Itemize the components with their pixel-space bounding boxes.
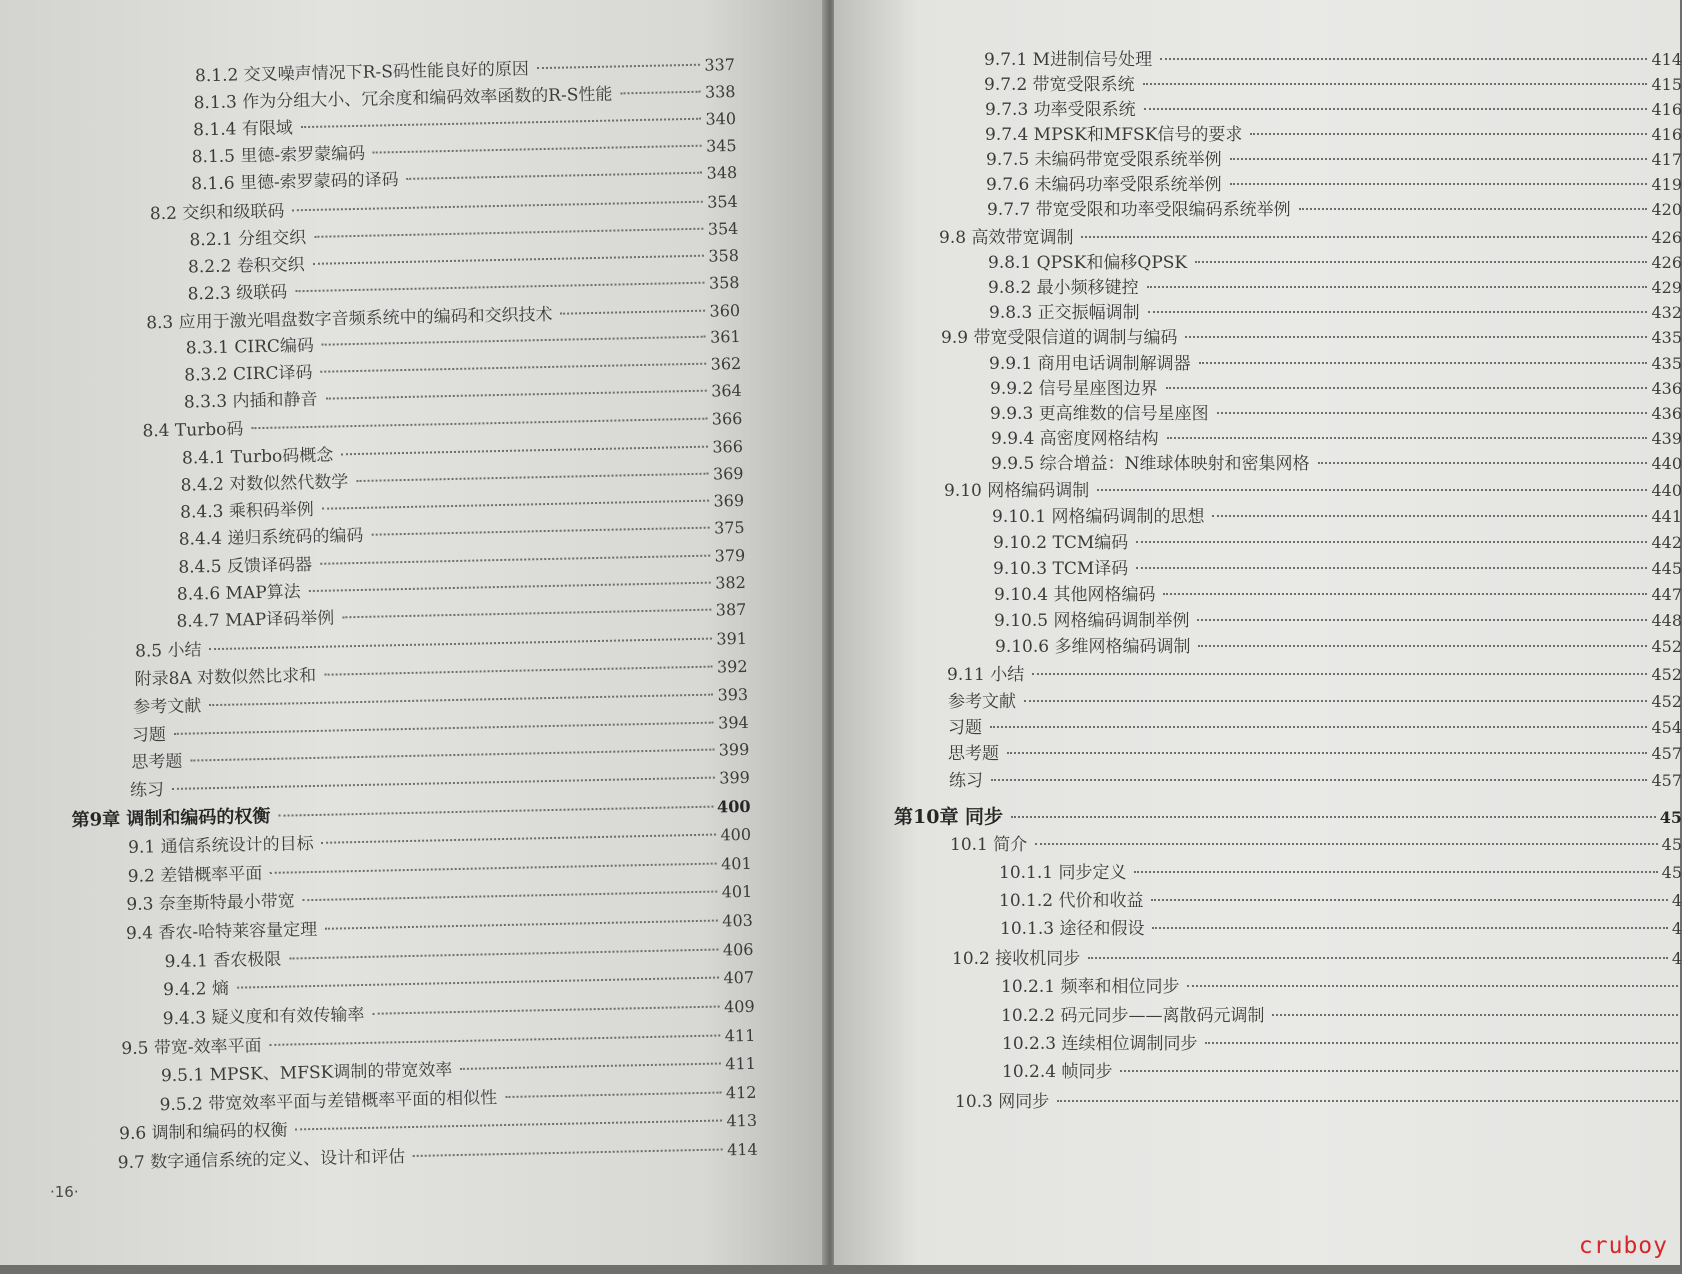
dot-leader xyxy=(322,500,710,510)
toc-entry-page-number: 447 xyxy=(1651,585,1682,604)
toc-entry-title: 8.4.5 反馈译码器 xyxy=(178,554,313,578)
toc-entry-title: 9.5 带宽-效率平面 xyxy=(121,1036,262,1060)
toc-entry-page-number: 401 xyxy=(720,853,752,874)
toc-entry-page-number: 419 xyxy=(1651,175,1682,194)
toc-entry-title: 9.8 高效带宽调制 xyxy=(939,228,1074,248)
dot-leader xyxy=(320,555,711,565)
toc-entry-page-number: 429 xyxy=(1651,278,1682,297)
toc-entry-title: 9.8.1 QPSK和偏移QPSK xyxy=(988,253,1188,273)
toc-entry-page-number: 375 xyxy=(713,517,745,538)
toc-entry-title: 9.7.1 M进制信号处理 xyxy=(984,50,1153,70)
toc-entry-page-number: 452 xyxy=(1651,637,1682,656)
toc-entry-page-number: 454 xyxy=(1651,718,1682,737)
toc-entry-page-number: 4 xyxy=(1671,949,1682,968)
toc-entry-page-number: 452 xyxy=(1651,665,1682,684)
dot-leader xyxy=(314,228,704,238)
toc-entry-title: 9.10 网格编码调制 xyxy=(944,481,1090,501)
toc-entry-page-number: 358 xyxy=(708,245,740,266)
toc-entry-title: 8.4.2 对数似然代数学 xyxy=(180,472,349,496)
watermark-text: cruboy xyxy=(1578,1233,1668,1259)
dot-leader xyxy=(407,172,703,180)
toc-entry-title: 9.9 带宽受限信道的调制与编码 xyxy=(941,328,1178,348)
dot-leader xyxy=(325,390,707,400)
toc-entry-title: 10.1 简介 xyxy=(950,835,1028,855)
dot-leader xyxy=(303,891,718,902)
dot-leader xyxy=(1217,412,1648,414)
toc-entry-title: 8.1.3 作为分组大小、冗余度和编码效率函数的R-S性能 xyxy=(193,84,613,114)
dot-leader xyxy=(1160,58,1647,60)
toc-entry-title: 9.3 奈奎斯特最小带宽 xyxy=(126,891,296,915)
toc-entry-title: 9.9.3 更高维数的信号星座图 xyxy=(990,404,1209,424)
toc-entry-page-number: 391 xyxy=(716,628,748,649)
toc-entry-title: 9.7 数字通信系统的定义、设计和评估 xyxy=(117,1147,406,1174)
toc-entry-page-number: 442 xyxy=(1651,533,1682,552)
toc-entry-page-number: 360 xyxy=(709,300,741,321)
toc-entry-page-number: 348 xyxy=(706,162,738,183)
dot-leader xyxy=(1250,133,1647,135)
toc-entry xyxy=(1001,1002,1682,1030)
dot-leader xyxy=(237,977,720,989)
toc-entry-title: 8.1.2 交叉噪声情况下R-S码性能良好的原因 xyxy=(194,59,530,87)
toc-entry xyxy=(948,688,1682,716)
toc-entry-title: 9.7.7 带宽受限和功率受限编码系统举例 xyxy=(987,200,1291,220)
dot-leader xyxy=(1136,567,1647,569)
toc-entry-title: 8.4.1 Turbo码概念 xyxy=(181,445,334,469)
toc-entry-title: 9.8.3 正交振幅调制 xyxy=(989,303,1140,323)
toc-entry-title: 8.1.5 里德-索罗蒙编码 xyxy=(191,143,366,168)
toc-entry-title: 9.7.6 未编码功率受限系统举例 xyxy=(986,175,1222,195)
dot-leader xyxy=(1195,261,1647,263)
toc-entry-page-number: 337 xyxy=(704,54,736,75)
toc-entry-page-number: 45 xyxy=(1661,863,1682,882)
toc-entry-title: 8.2.1 分组交织 xyxy=(189,228,307,251)
toc-entry-title: 10.2 接收机同步 xyxy=(952,949,1081,969)
dot-leader xyxy=(1299,208,1648,210)
toc-entry-title: 8.2.3 级联码 xyxy=(187,282,288,305)
dot-leader xyxy=(1097,489,1647,491)
toc-entry xyxy=(948,740,1682,768)
toc-entry-title: 10.2.4 帧同步 xyxy=(1002,1062,1113,1082)
toc-entry xyxy=(1002,1058,1682,1086)
dot-leader xyxy=(251,418,707,430)
toc-entry-page-number: 426 xyxy=(1651,228,1682,247)
toc-entry-title: 8.2.2 卷积交织 xyxy=(187,255,305,278)
dot-leader xyxy=(1197,619,1647,621)
toc-entry xyxy=(992,503,1682,531)
toc-entry xyxy=(986,146,1682,174)
toc-entry xyxy=(993,555,1682,583)
dot-leader xyxy=(296,1119,723,1130)
toc-entry-page-number: 411 xyxy=(725,1053,757,1074)
left-toc-list xyxy=(0,0,826,1274)
toc-entry-title: 10.2.1 频率和相位同步 xyxy=(1001,977,1180,997)
toc-entry-page-number: 407 xyxy=(723,967,755,988)
toc-entry-page-number: 354 xyxy=(707,191,738,212)
toc-entry-page-number: 445 xyxy=(1651,559,1682,578)
toc-entry-page-number: 413 xyxy=(726,1110,758,1131)
toc-entry-page-number: 338 xyxy=(704,81,736,102)
toc-entry-page-number: 411 xyxy=(724,1025,756,1046)
toc-entry-page-number: 439 xyxy=(1651,429,1682,448)
toc-entry-page-number: 416 xyxy=(1651,125,1682,144)
toc-entry-page-number: 354 xyxy=(707,218,739,239)
dot-leader xyxy=(190,749,714,762)
toc-entry-title: 习题 xyxy=(131,725,167,746)
toc-entry-page-number: 364 xyxy=(711,380,742,401)
toc-entry-page-number: 452 xyxy=(1651,692,1682,711)
toc-entry-title: 8.1.6 里德-索罗蒙码的译码 xyxy=(191,170,399,195)
dot-leader xyxy=(1230,158,1648,160)
dot-leader xyxy=(1134,871,1657,873)
toc-entry-page-number: 369 xyxy=(713,490,745,511)
toc-entry xyxy=(939,224,1682,252)
toc-entry xyxy=(984,71,1682,99)
dot-leader xyxy=(289,949,719,960)
toc-entry-title: 参考文献 xyxy=(133,696,202,718)
dot-leader xyxy=(292,201,703,212)
toc-entry xyxy=(1002,1030,1682,1058)
toc-entry xyxy=(988,274,1682,302)
toc-entry-title: 9.11 小结 xyxy=(947,665,1025,685)
toc-entry-page-number: 426 xyxy=(1651,253,1682,272)
toc-entry xyxy=(994,581,1682,609)
dot-leader xyxy=(620,91,701,95)
toc-entry-page-number: 414 xyxy=(1651,50,1682,69)
toc-entry-title: 思考题 xyxy=(948,744,999,764)
toc-entry-title: 9.4.2 熵 xyxy=(162,978,230,1001)
toc-entry-page-number: 358 xyxy=(708,272,740,293)
toc-entry-page-number: 394 xyxy=(717,712,749,733)
toc-entry-page-number: 387 xyxy=(715,599,747,620)
dot-leader xyxy=(1163,593,1647,595)
toc-entry-page-number: 400 xyxy=(720,824,752,845)
dot-leader xyxy=(278,806,713,817)
toc-entry-page-number: 448 xyxy=(1651,611,1682,630)
dot-leader xyxy=(1081,236,1647,238)
toc-entry xyxy=(994,607,1682,635)
dot-leader xyxy=(174,722,714,735)
dot-leader xyxy=(295,282,705,293)
left-page xyxy=(0,0,826,1265)
toc-entry-page-number: 393 xyxy=(717,684,749,705)
toc-entry-page-number: 406 xyxy=(722,939,754,960)
dot-leader xyxy=(172,777,715,790)
toc-entry xyxy=(991,450,1682,478)
toc-entry-page-number: 362 xyxy=(710,353,742,374)
dot-leader xyxy=(1032,673,1647,675)
dot-leader xyxy=(1167,437,1648,439)
toc-entry-page-number: 392 xyxy=(716,656,748,677)
toc-entry-title: 9.4.3 疑义度和有效传输率 xyxy=(162,1004,365,1030)
toc-entry-page-number: 4 xyxy=(1671,919,1682,938)
dot-leader xyxy=(301,118,702,128)
toc-entry-page-number: 382 xyxy=(715,572,746,593)
toc-entry xyxy=(993,529,1682,557)
dot-leader xyxy=(341,446,708,456)
toc-entry xyxy=(986,171,1682,199)
dot-leader xyxy=(209,638,712,651)
dot-leader xyxy=(1088,957,1668,959)
dot-leader xyxy=(209,694,713,707)
toc-entry-title: 习题 xyxy=(948,718,982,738)
toc-entry-page-number: 401 xyxy=(721,881,753,902)
dot-leader xyxy=(1143,83,1648,85)
toc-entry xyxy=(1000,915,1682,943)
dot-leader xyxy=(1230,183,1648,185)
toc-entry-title: 9.7.2 带宽受限系统 xyxy=(984,75,1135,95)
dot-leader xyxy=(991,779,1647,781)
dot-leader xyxy=(1011,816,1656,818)
toc-entry-title: 第10章 同步 xyxy=(894,806,1004,828)
toc-entry-page-number: 435 xyxy=(1651,328,1682,347)
toc-entry-title: 8.2 交织和级联码 xyxy=(149,201,285,225)
toc-entry xyxy=(990,400,1682,428)
toc-entry-title: 9.2 差错概率平面 xyxy=(127,864,263,887)
toc-entry-page-number: 369 xyxy=(712,463,744,484)
dot-leader xyxy=(322,336,706,346)
toc-entry-title: 10.3 网同步 xyxy=(955,1092,1050,1112)
toc-entry xyxy=(948,714,1682,742)
toc-entry xyxy=(944,477,1682,505)
toc-entry xyxy=(955,1088,1682,1116)
toc-entry-title: 第9章 调制和编码的权衡 xyxy=(71,805,271,832)
toc-entry xyxy=(947,661,1682,689)
toc-entry-page-number: 412 xyxy=(725,1082,757,1103)
toc-entry-page-number: 399 xyxy=(719,767,751,788)
toc-entry-title: 10.2.2 码元同步——离散码元调制 xyxy=(1001,1006,1265,1026)
toc-entry-title: 9.9.2 信号星座图边界 xyxy=(990,379,1158,399)
toc-entry xyxy=(989,350,1682,378)
toc-entry-page-number: 361 xyxy=(709,326,741,347)
toc-entry-title: 9.10.3 TCM译码 xyxy=(993,559,1129,579)
toc-entry-page-number: 45 xyxy=(1661,835,1682,854)
toc-entry-page-number: 403 xyxy=(722,910,754,931)
toc-entry-page-number: 420 xyxy=(1651,200,1682,219)
toc-entry-title: 10.1.3 途径和假设 xyxy=(1000,919,1145,939)
toc-entry-page-number: 436 xyxy=(1651,379,1682,398)
toc-entry-page-number: 366 xyxy=(711,408,743,429)
toc-entry-title: 练习 xyxy=(949,771,983,791)
toc-entry-title: 9.6 调制和编码的权衡 xyxy=(118,1120,288,1145)
dot-leader xyxy=(320,363,706,373)
toc-entry-title: 9.9.1 商用电话调制解调器 xyxy=(989,354,1191,374)
dot-leader xyxy=(990,726,1647,728)
dot-leader xyxy=(1166,387,1648,389)
toc-entry xyxy=(985,96,1682,124)
toc-entry-title: 思考题 xyxy=(131,751,183,773)
toc-entry-page-number: 366 xyxy=(712,436,744,457)
toc-entry xyxy=(941,324,1682,352)
toc-entry-page-number: 416 xyxy=(1651,100,1682,119)
dot-leader xyxy=(561,310,706,315)
dot-leader xyxy=(324,666,713,676)
toc-entry-page-number: 414 xyxy=(726,1139,758,1160)
dot-leader xyxy=(1024,700,1647,702)
toc-entry-title: 8.4.7 MAP译码举例 xyxy=(176,608,335,632)
toc-entry-title: 8.5 小结 xyxy=(134,640,202,662)
dot-leader xyxy=(1151,899,1667,901)
toc-entry-title: 9.10.1 网格编码调制的思想 xyxy=(992,507,1205,527)
toc-entry xyxy=(950,831,1682,859)
toc-entry-page-number: 435 xyxy=(1651,354,1682,373)
toc-entry-title: 8.3.2 CIRC译码 xyxy=(184,362,313,386)
toc-entry-title: 9.10.2 TCM编码 xyxy=(993,533,1129,553)
toc-entry-title: 参考文献 xyxy=(948,692,1016,712)
toc-entry xyxy=(999,859,1682,887)
toc-entry xyxy=(984,46,1682,74)
dot-leader xyxy=(1212,515,1647,517)
dot-leader xyxy=(505,1091,722,1098)
toc-entry-page-number: 441 xyxy=(1651,507,1682,526)
dot-leader xyxy=(1187,985,1678,987)
toc-entry-page-number: 400 xyxy=(716,796,751,817)
dot-leader xyxy=(1185,336,1647,338)
toc-entry-title: 9.8.2 最小频移键控 xyxy=(988,278,1139,298)
toc-entry-page-number: 415 xyxy=(1651,75,1682,94)
toc-entry-title: 8.1.4 有限域 xyxy=(192,118,294,141)
toc-entry-title: 9.10.5 网格编码调制举例 xyxy=(994,611,1190,631)
toc-entry-page-number: 45 xyxy=(1659,808,1682,827)
toc-entry xyxy=(999,887,1682,915)
toc-entry-title: 9.4 香农-哈特莱容量定理 xyxy=(125,919,318,944)
toc-entry xyxy=(949,767,1682,795)
toc-entry-page-number: 409 xyxy=(723,996,755,1017)
toc-entry-title: 9.10.6 多维网格编码调制 xyxy=(995,637,1191,657)
dot-leader xyxy=(1035,843,1657,845)
toc-entry-page-number: 340 xyxy=(705,108,737,129)
dot-leader xyxy=(1205,1042,1678,1044)
toc-entry-title: 9.10.4 其他网格编码 xyxy=(994,585,1156,605)
toc-entry xyxy=(991,425,1682,453)
toc-entry xyxy=(1001,973,1682,1001)
toc-entry xyxy=(952,945,1682,973)
toc-entry-title: 8.4.6 MAP算法 xyxy=(176,582,301,605)
toc-entry-title: 8.4.3 乘积码举例 xyxy=(179,499,315,523)
toc-entry-title: 8.4 Turbo码 xyxy=(142,419,244,442)
toc-entry-title: 8.3.3 内插和静音 xyxy=(183,389,318,413)
toc-entry xyxy=(990,375,1682,403)
toc-entry-title: 9.5.1 MPSK、MFSK调制的带宽效率 xyxy=(160,1060,453,1087)
toc-entry-title: 附录8A 对数似然比求和 xyxy=(134,665,317,690)
toc-entry-title: 8.4.4 递归系统码的编码 xyxy=(178,525,364,550)
dot-leader xyxy=(373,145,702,154)
dot-leader xyxy=(1120,1070,1678,1072)
toc-entry-page-number: 432 xyxy=(1651,303,1682,322)
toc-entry-title: 10.1.2 代价和收益 xyxy=(999,891,1144,911)
dot-leader xyxy=(1136,541,1647,543)
dot-leader xyxy=(1007,752,1647,754)
toc-entry xyxy=(894,803,1682,831)
dot-leader xyxy=(372,1006,720,1015)
toc-entry-title: 9.1 通信系统设计的目标 xyxy=(127,833,314,858)
toc-entry-title: 8.3 应用于激光唱盘数字音频系统中的编码和交织技术 xyxy=(146,304,553,334)
toc-entry-title: 9.7.3 功率受限系统 xyxy=(985,100,1136,120)
dot-leader xyxy=(371,527,710,536)
dot-leader xyxy=(1144,108,1648,110)
dot-leader xyxy=(1318,462,1648,464)
dot-leader xyxy=(309,582,712,592)
toc-entry-title: 9.5.2 带宽效率平面与差错概率平面的相似性 xyxy=(159,1088,498,1116)
toc-entry-title: 9.4.1 香农极限 xyxy=(164,949,282,973)
dot-leader xyxy=(270,863,717,874)
dot-leader xyxy=(1057,1100,1678,1102)
toc-entry xyxy=(989,299,1682,327)
toc-entry-title: 9.7.5 未编码带宽受限系统举例 xyxy=(986,150,1222,170)
dot-leader xyxy=(460,1062,721,1069)
toc-entry-page-number: 440 xyxy=(1651,481,1682,500)
toc-entry xyxy=(987,196,1682,224)
toc-entry-title: 练习 xyxy=(129,780,165,801)
dot-leader xyxy=(356,473,709,482)
toc-entry xyxy=(995,633,1682,661)
dot-leader xyxy=(313,255,705,265)
page-number-footer: ·16· xyxy=(50,1183,79,1201)
toc-entry-page-number: 399 xyxy=(718,739,750,760)
dot-leader xyxy=(1152,927,1667,929)
dot-leader xyxy=(413,1148,723,1156)
dot-leader xyxy=(1148,311,1648,313)
right-page xyxy=(834,0,1680,1265)
toc-entry-page-number: 436 xyxy=(1651,404,1682,423)
toc-entry-page-number: 417 xyxy=(1651,150,1682,169)
toc-entry-title: 10.2.3 连续相位调制同步 xyxy=(1002,1034,1198,1054)
toc-entry-page-number: 345 xyxy=(705,135,737,156)
toc-entry-title: 9.7.4 MPSK和MFSK信号的要求 xyxy=(985,125,1243,145)
dot-leader xyxy=(322,834,717,844)
dot-leader xyxy=(537,64,701,69)
toc-entry-page-number: 379 xyxy=(714,545,746,566)
toc-entry-title: 10.1.1 同步定义 xyxy=(999,863,1127,883)
toc-entry xyxy=(988,249,1682,277)
dot-leader xyxy=(270,1035,721,1046)
toc-entry xyxy=(985,121,1682,149)
dot-leader xyxy=(1147,286,1648,288)
dot-leader xyxy=(342,609,712,619)
toc-entry-page-number: 457 xyxy=(1651,771,1682,790)
dot-leader xyxy=(1272,1014,1678,1016)
toc-entry-title: 8.3.1 CIRC编码 xyxy=(185,335,315,359)
toc-entry-title: 9.9.4 高密度网格结构 xyxy=(991,429,1159,449)
dot-leader xyxy=(325,920,718,930)
toc-entry-page-number: 457 xyxy=(1651,744,1682,763)
toc-entry-page-number: 440 xyxy=(1651,454,1682,473)
dot-leader xyxy=(1198,645,1647,647)
dot-leader xyxy=(1199,362,1648,364)
toc-entry-page-number: 4 xyxy=(1671,891,1682,910)
toc-entry-title: 9.9.5 综合增益：N维球体映射和密集网格 xyxy=(991,454,1310,474)
